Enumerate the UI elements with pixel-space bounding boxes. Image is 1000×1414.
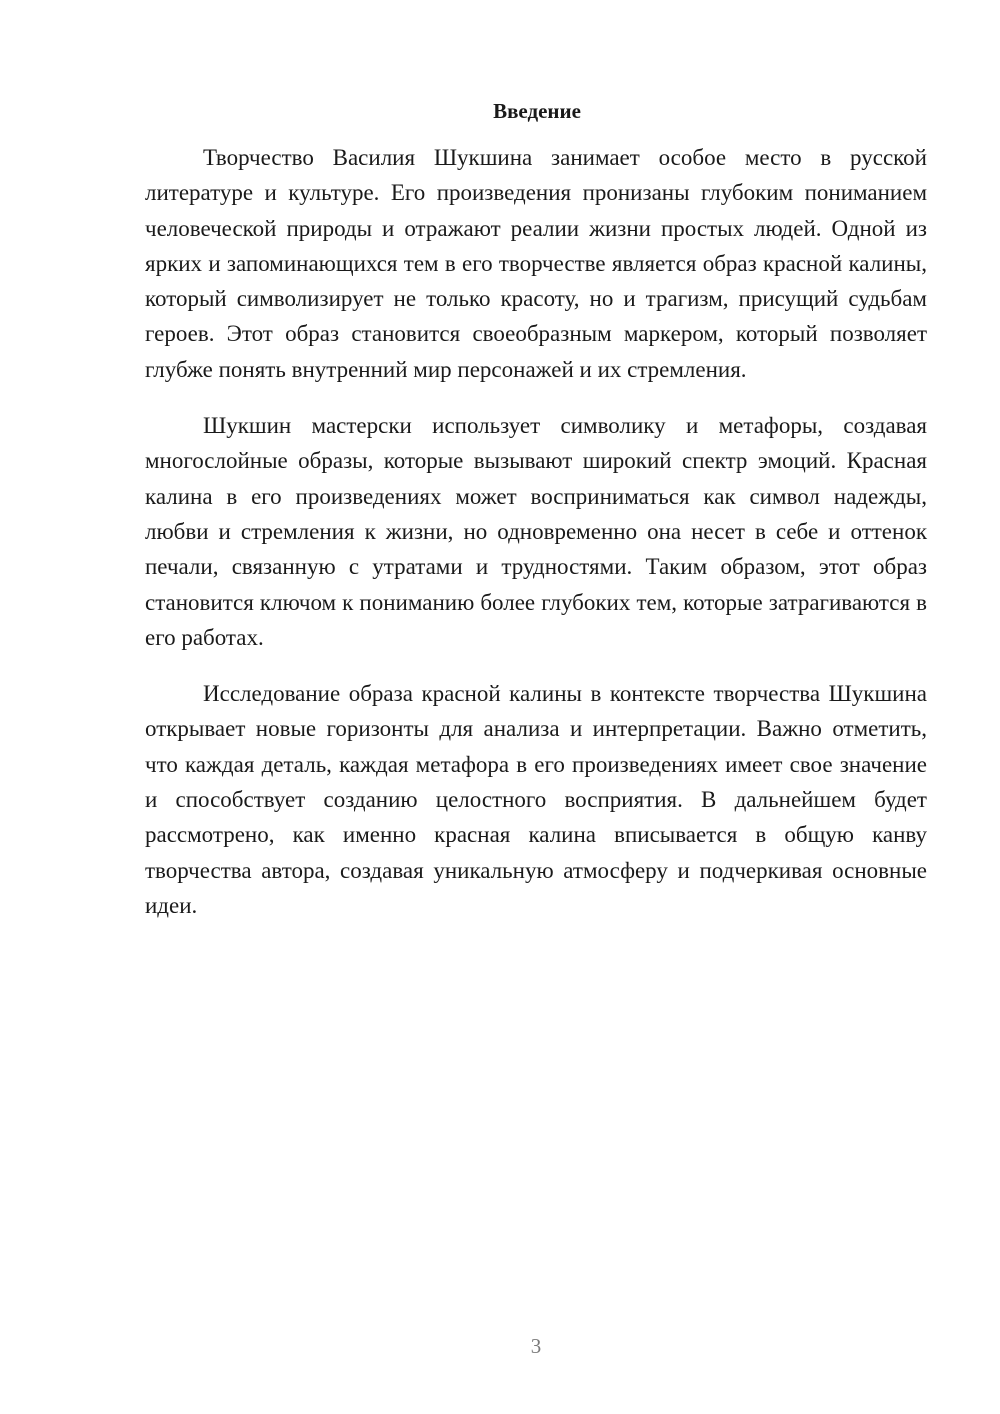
section-heading: Введение bbox=[493, 99, 581, 123]
page-content bbox=[145, 96, 927, 944]
paragraph-3: Исследование образа красной калины в контексте творчества Шукшина открывает новые горизонты для анализа и интерпретации. Важно отметить, что каждая деталь, каждая метафора в его произведениях имеет свое значение и способствует созданию целостного восприятия. В дальнейшем будет рассмотрено, как именно красная калина вписывается в общую канву творчества автора, создавая уникальную атмосферу и подчеркивая основные идеи. bbox=[145, 681, 927, 918]
page-number: 3 bbox=[530, 1334, 542, 1358]
paragraph-1: Творчество Василия Шукшина занимает особое место в русской литературе и культуре. Его произведения пронизаны глубоким пониманием человеческой природы и отражают реалии жизни простых людей. Одной из ярких и запоминающихся тем в его творчестве является образ красной калины, который символизирует не только красоту, но и трагизм, присущий судьбам героев. Этот образ становится своеобразным маркером, который позволяет глубже понять внутренний мир персонажей и их стремления. bbox=[145, 145, 927, 382]
paragraph-2: Шукшин мастерски использует символику и метафоры, создавая многослойные образы, которые вызывают широкий спектр эмоций. Красная калина в его произведениях может восприниматься как символ надежды, любви и стремления к жизни, но одновременно она несет в себе и оттенок печали, связанную с утратами и трудностями. Таким образом, этот образ становится ключом к пониманию более глубоких тем, которые затрагиваются в его работах. bbox=[145, 413, 927, 650]
